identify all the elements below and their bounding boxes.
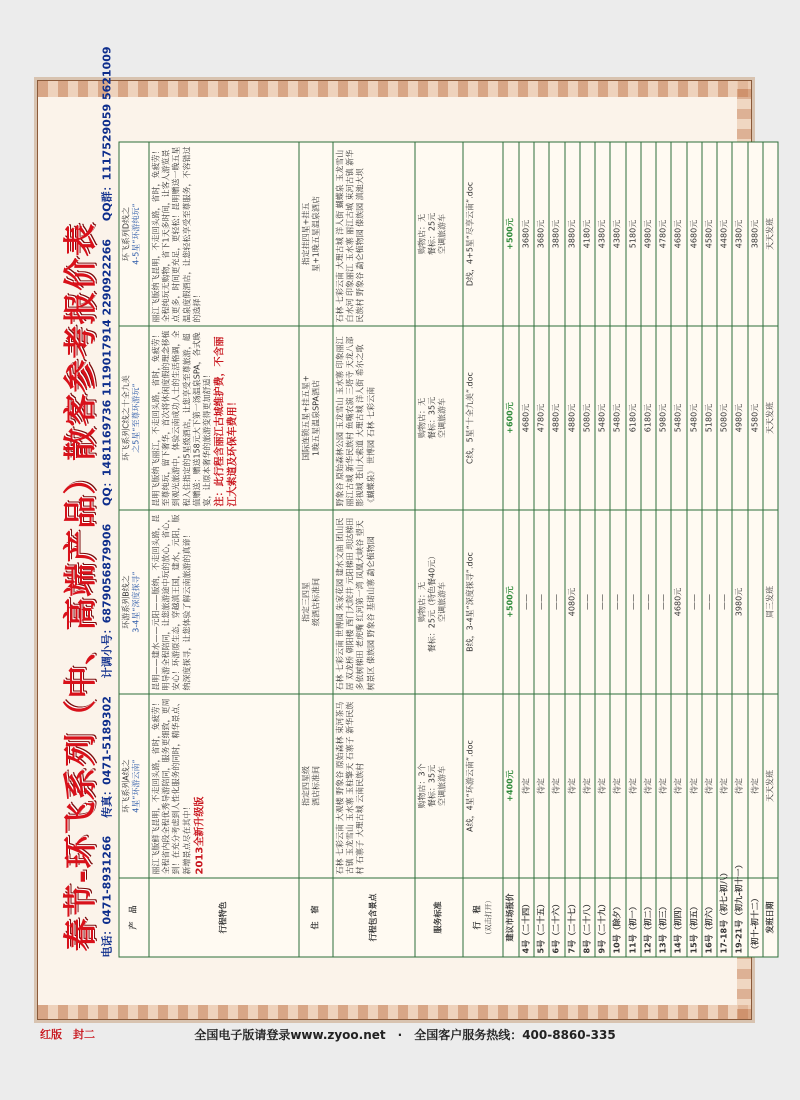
date-row [610, 142, 625, 957]
date-cell [610, 878, 625, 957]
service-line-2: 餐标：25元（特色餐40元） [427, 551, 437, 653]
price-value: 4980元 [643, 219, 653, 249]
route-stay [299, 510, 333, 694]
upgrade-note: 注：此行程含丽江古城维护费，不含丽江大索道及环保车费用！ [214, 336, 239, 507]
price-value: 待定 [612, 778, 622, 794]
route-stay [299, 326, 333, 510]
service-line-2: 餐标：35元 [427, 396, 437, 440]
price-cell [626, 326, 641, 510]
price-cell [641, 510, 656, 694]
route-service [415, 142, 463, 326]
price-value: 5480元 [689, 403, 699, 433]
date-label: 8号（二十八） [582, 899, 592, 954]
price-cell [519, 326, 534, 510]
service-line-3: 空调旅游车 [437, 766, 447, 806]
price-cell [580, 326, 595, 510]
date-row [565, 142, 580, 957]
route-depart [763, 142, 778, 326]
date-cell [671, 878, 686, 957]
price-value: 待定 [582, 778, 592, 794]
price-value: 5080元 [719, 403, 729, 433]
price-cell [519, 142, 534, 326]
price-cell [671, 694, 686, 878]
price-value: —— [628, 594, 638, 610]
service-line-1: 购物店：无 [417, 214, 427, 254]
date-row [580, 142, 595, 957]
itinerary-file-link[interactable] [463, 694, 503, 878]
price-cell [595, 142, 610, 326]
route-header [119, 142, 149, 326]
service-row [415, 142, 463, 957]
price-value: 4680元 [689, 219, 699, 249]
stay-line-2: 级酒店标准间 [311, 578, 321, 626]
itinerary-file-name: D线，4+5星“尽享云南”.doc [465, 181, 475, 287]
route-series: 环飞系列A线之 [121, 759, 131, 813]
date-label: 5号（二十五） [536, 899, 546, 954]
route-series: 环飞系列C线之十全九美 [121, 375, 131, 461]
price-cell [534, 510, 549, 694]
price-head-value: +500元 [505, 586, 515, 618]
price-value: 5980元 [658, 403, 668, 433]
service-line-1: 购物店：3个 [417, 763, 427, 809]
price-cell [626, 694, 641, 878]
price-cell [610, 694, 625, 878]
price-cell [519, 510, 534, 694]
price-cell [565, 142, 580, 326]
price-cell [656, 510, 671, 694]
price-cell [534, 142, 549, 326]
price-cell [641, 326, 656, 510]
price-cell [549, 694, 564, 878]
price-value: 4380元 [612, 219, 622, 249]
price-value: 3980元 [734, 587, 744, 617]
price-value: 待定 [567, 778, 577, 794]
price-value: 5180元 [628, 219, 638, 249]
price-value: 4580元 [704, 219, 714, 249]
date-label: 14号（初四） [673, 902, 683, 954]
date-label: 16号（初六） [704, 902, 714, 954]
price-cell [717, 326, 732, 510]
depart-value: 天天发班 [765, 402, 775, 434]
price-cell [610, 510, 625, 694]
price-value: 4580元 [750, 403, 760, 433]
price-value: 5080元 [582, 403, 592, 433]
itinerary-subtitle: （双击打开） [484, 896, 492, 939]
price-cell [702, 326, 717, 510]
price-value: 3880元 [551, 219, 561, 249]
price-cell [656, 142, 671, 326]
date-row [641, 142, 656, 957]
route-stars: 3-4星“深度探寻” [131, 571, 141, 633]
route-stay [299, 142, 333, 326]
route-service [415, 510, 463, 694]
date-cell [717, 868, 732, 957]
price-cell [671, 510, 686, 694]
date-row [519, 142, 534, 957]
service-line-1: 购物店：无 [417, 398, 427, 438]
price-value: —— [643, 594, 653, 610]
route-spots [333, 694, 415, 878]
route-features [149, 326, 299, 510]
spots-row [333, 142, 415, 957]
spots-text: 石林 七彩云南 大理古城 洋人街 蝴蝶泉 玉龙雪山 白水河 印象丽江 玉水寨 丽江古城 束河古镇 新华民族村 野象谷 勐仑植物园 傣族园 滇池大坝 [335, 149, 365, 323]
price-value: 3880元 [567, 219, 577, 249]
date-row [549, 142, 564, 957]
price-value: 5480元 [597, 403, 607, 433]
price-cell [580, 694, 595, 878]
header [51, 46, 117, 972]
date-row [534, 142, 549, 957]
spots-text: 石林 七彩云南 世博园 朱家花园 建水文庙 团山民居 双龙桥 朝阳楼 西门大院井 元阳梯田 坝达梯田 多依树梯田 老虎嘴 红河第一湾 凤凰大峡谷 望天树景区 傣族园 野象谷 基诺山寨 勐仑植物园 [335, 517, 376, 691]
service-line-3: 空调旅游车 [437, 398, 447, 438]
depart-label: 发班日期 [763, 878, 778, 957]
stay-line-2: 1晚五星温泉SPA酒店 [311, 380, 321, 456]
price-cell [732, 510, 747, 694]
date-cell [641, 878, 656, 957]
date-cell [549, 878, 564, 957]
price-value: 4680元 [673, 587, 683, 617]
price-cell [702, 510, 717, 694]
date-label: 11号（初一） [628, 902, 638, 954]
price-value: 4080元 [567, 587, 577, 617]
price-cell [595, 694, 610, 878]
price-value: 3680元 [536, 219, 546, 249]
date-row [595, 142, 610, 957]
price-sheet [37, 46, 775, 1020]
spots-text: 石林 七彩云南 大观楼 野象谷 原始森林 束河茶马古镇 玉龙雪山 玉水寨 玉柱擎天 石寨子 新华民族村 石寨子 大理古城 云南民族村 [335, 701, 365, 875]
price-cell [610, 326, 625, 510]
price-value: 待定 [536, 778, 546, 794]
price-value: —— [521, 594, 531, 610]
route-price-head [503, 326, 519, 510]
route-features [149, 510, 299, 694]
price-value: —— [536, 594, 546, 610]
price-value: 4380元 [734, 219, 744, 249]
date-sub-label: （初十-初十二） [750, 894, 760, 954]
fax: 传真：0471-5189302 [100, 696, 114, 818]
market-price-row [503, 142, 519, 957]
price-cell [565, 326, 580, 510]
route-features [149, 694, 299, 878]
itinerary-label [463, 878, 503, 957]
price-value: 5180元 [704, 403, 714, 433]
date-row [717, 142, 732, 957]
date-label: 7号（二十七） [567, 899, 577, 954]
footer: 全国电子版请登录www.zyoo.net · 全国客户服务热线：400-8860-335 [194, 1028, 616, 1042]
date-row [687, 142, 702, 957]
page-marker: 红版 封二 [40, 1028, 95, 1041]
price-value: 待定 [628, 778, 638, 794]
date-label: 6号（二十六） [551, 899, 561, 954]
itinerary-file-link[interactable] [463, 142, 503, 326]
price-cell [748, 142, 763, 326]
price-cell [748, 510, 763, 694]
price-value: 4980元 [734, 403, 744, 433]
date-sub-label: （初九-初十一） [734, 860, 744, 920]
price-cell [717, 142, 732, 326]
depart-value: 天天发班 [765, 218, 775, 250]
route-depart [763, 326, 778, 510]
price-cell [519, 694, 534, 878]
price-value: 待定 [673, 778, 683, 794]
date-label: 12号（初二） [643, 902, 653, 954]
route-depart [763, 694, 778, 878]
price-value: 待定 [551, 778, 561, 794]
price-cell [580, 142, 595, 326]
price-cell [717, 694, 732, 878]
date-cell [626, 878, 641, 957]
date-label: 19-21号 [734, 919, 744, 954]
telephone: 电话：0471-8931266 [100, 835, 114, 958]
price-value: 4180元 [582, 219, 592, 249]
market-price-label: 建议市场报价 [503, 878, 519, 957]
route-price-head [503, 694, 519, 878]
decorative-border-bottom [38, 1005, 751, 1019]
price-value: 待定 [689, 778, 699, 794]
date-cell [519, 878, 534, 957]
price-value: 待定 [734, 778, 744, 794]
depart-value: 天天发班 [765, 770, 775, 802]
route-service [415, 326, 463, 510]
spots-text: 野象谷 原始森林公园 玉龙雪山 玉水寨 印象丽江 丽江古城 新华民族村 鱼嘴农演 三塔寺 天龙八部影视城 苍山大索道 大理古城 洋人街 希尔之歌 《蝴蝶泉》 世博园 石林 七彩云南 [335, 336, 376, 507]
price-value: 待定 [643, 778, 653, 794]
price-value: 4480元 [719, 219, 729, 249]
service-label: 服务标准 [415, 878, 463, 957]
qq-numbers: QQ：1481169736 1119017914 2290922266 [100, 238, 114, 506]
spots-label: 行程包含景点 [333, 878, 415, 957]
price-cell [687, 326, 702, 510]
service-line-2: 餐标：25元 [427, 212, 437, 256]
route-series: 环游系列B线之 [121, 575, 131, 629]
price-value: —— [689, 594, 699, 610]
route-stay [299, 694, 333, 878]
price-cell [702, 142, 717, 326]
price-value: 4880元 [551, 403, 561, 433]
date-sub-label: （初七-初八） [719, 868, 729, 920]
price-cell [610, 142, 625, 326]
route-stars: 4-5星“环游纯玩” [131, 203, 141, 265]
date-label: 15号（初五） [689, 902, 699, 954]
date-cell [565, 878, 580, 957]
price-value: 5480元 [612, 403, 622, 433]
price-cell [534, 694, 549, 878]
price-cell [626, 510, 641, 694]
price-cell [732, 326, 747, 510]
date-row [671, 142, 686, 957]
price-value: 4380元 [597, 219, 607, 249]
price-cell [641, 694, 656, 878]
price-value: —— [704, 594, 714, 610]
route-spots [333, 142, 415, 326]
date-label: 10号（除夕） [612, 902, 622, 954]
service-line-1: 购物店：无 [417, 582, 427, 622]
stay-line-2: 星+1晚五星温泉酒店 [311, 196, 321, 272]
itinerary-row [463, 142, 503, 957]
itinerary-file-link[interactable] [463, 510, 503, 694]
features-label: 行程特色 [149, 878, 299, 957]
price-cell [626, 142, 641, 326]
date-row [732, 142, 747, 957]
route-header [119, 510, 149, 694]
price-cell [549, 326, 564, 510]
price-cell [565, 510, 580, 694]
itinerary-title: 行 程 [472, 905, 482, 930]
features-text: 昆明飞版纳飞丽江，不走回头路，省时，免疲劳！至尊纯玩，留下奢华，首次将休闲度假的理念移植到观光旅游中，体验云南成功人士的生活格调，全程入住指定的5星级酒店，让您享受至尊旅游，超值赠送：赠送158元大下第一汤温泉SPA，各式晚宴，让原本奢华的旅游变得更加舒适！ [151, 330, 212, 507]
date-cell [580, 878, 595, 957]
route-stars: 4星“环游云南” [131, 759, 141, 813]
price-value: 4780元 [658, 219, 668, 249]
price-value: 6180元 [643, 403, 653, 433]
date-row [656, 142, 671, 957]
price-cell [595, 510, 610, 694]
price-cell [534, 326, 549, 510]
price-cell [671, 142, 686, 326]
price-cell [656, 326, 671, 510]
decorative-border-top [38, 81, 751, 97]
stay-line-2: 酒店标准间 [311, 766, 321, 806]
itinerary-file-link[interactable] [463, 326, 503, 510]
route-price-head [503, 142, 519, 326]
price-value: 待定 [658, 778, 668, 794]
route-series: 环飞系列D线之 [121, 206, 131, 262]
route-depart [763, 510, 778, 694]
stay-line-1: 指定三四星 [301, 582, 311, 622]
price-head-value: +500元 [505, 218, 515, 250]
route-header [119, 694, 149, 878]
price-table-body [119, 142, 778, 957]
price-head-value: +400元 [505, 770, 515, 802]
depart-value: 周三发班 [765, 586, 775, 618]
price-table [119, 142, 779, 958]
price-value: 待定 [704, 778, 714, 794]
contact-bar [99, 32, 115, 957]
price-cell [549, 510, 564, 694]
price-value: 4680元 [673, 219, 683, 249]
date-label: 13号（初三） [658, 902, 668, 954]
price-value: —— [612, 594, 622, 610]
price-cell [580, 510, 595, 694]
price-cell [702, 694, 717, 878]
rotated-content [51, 46, 775, 972]
price-value: 3880元 [750, 219, 760, 249]
operator-phone: 计调小号：6879056879906 [100, 523, 114, 679]
date-cell [748, 878, 763, 957]
price-value: 4680元 [521, 403, 531, 433]
price-value: 待定 [521, 778, 531, 794]
date-cell [656, 878, 671, 957]
date-cell [702, 878, 717, 957]
stay-line-1: 国际连锁五星+挂五星+ [301, 375, 311, 461]
price-value: —— [597, 594, 607, 610]
price-cell [687, 694, 702, 878]
price-cell [717, 510, 732, 694]
stay-line-1: 指定四星级 [301, 766, 311, 806]
price-value: 5480元 [673, 403, 683, 433]
service-line-2: 餐标：35元 [427, 764, 437, 808]
product-label: 产 品 [119, 878, 149, 957]
upgrade-note: 2013全新升级版 [194, 796, 206, 875]
price-value: —— [719, 594, 729, 610]
price-cell [671, 326, 686, 510]
service-line-3: 空调旅游车 [437, 582, 447, 622]
price-cell [549, 142, 564, 326]
route-stars: 之5星“至尊环游玩” [131, 383, 141, 453]
date-row [702, 142, 717, 957]
date-label: 9号（二十九） [597, 899, 607, 954]
features-text: 丽江飞版鲜飞昆明，不走回头路，省时，免疲劳！全程省内段全程优秀导游陪同，服务更细致，更周到！在充分考虑到人性化服务的同时，精华景点、新增景点尽在其中！ [151, 698, 192, 875]
date-label: 17-18号 [719, 919, 729, 954]
price-value: 待定 [750, 778, 760, 794]
service-line-3: 空调旅游车 [437, 214, 447, 254]
date-row [626, 142, 641, 957]
route-price-head [503, 510, 519, 694]
price-cell [732, 142, 747, 326]
date-cell [687, 878, 702, 957]
features-text: 丽江飞版纳飞昆明，不走回头路，省时，免疲劳！全程纯玩无购物，省下1天多时间，让客人游览景点更多，时间更充足，更轻松！昆明赠送一晚五星温泉度假酒店，让您轻松享受至尊服务，不容错过的选择！ [151, 146, 202, 323]
features-text: 昆明——建水——元阳——版纳，不走回头路，昆明导游全程陪同，让您旅游途中玩的放心，省心，安心！环游原生态，穿越滇王国，建水，元阳，版纳深度探寻，让您体验了解云南旅游的真谛！ [151, 514, 192, 691]
itinerary-file-name: B线，3-4星“深度探寻”.doc [465, 552, 475, 652]
route-service [415, 694, 463, 878]
price-value: —— [658, 594, 668, 610]
date-cell [534, 878, 549, 957]
qq-group: QQ群：1117529059 5621009 [100, 46, 114, 222]
route-features [149, 142, 299, 326]
price-cell [748, 694, 763, 878]
route-header [119, 326, 149, 510]
depart-row [763, 142, 778, 957]
features-row [149, 142, 299, 957]
price-value: 3680元 [521, 219, 531, 249]
price-cell [595, 326, 610, 510]
stay-line-1: 指定挂四星+挂五 [301, 202, 311, 266]
price-value: 待定 [597, 778, 607, 794]
price-value: —— [582, 594, 592, 610]
price-head-value: +600元 [505, 402, 515, 434]
price-value: 4880元 [567, 403, 577, 433]
itinerary-file-name: A线，4星“环游云南”.doc [465, 740, 475, 832]
price-value: 待定 [719, 778, 729, 794]
stay-row [299, 142, 333, 957]
price-cell [687, 510, 702, 694]
date-row [748, 142, 763, 957]
stay-label: 住 宿 [299, 878, 333, 957]
price-value: 6180元 [628, 403, 638, 433]
itinerary-file-name: C线，5星“十全九美”.doc [465, 372, 475, 464]
price-cell [656, 694, 671, 878]
date-label: 4号（二十四） [521, 899, 531, 954]
route-spots [333, 510, 415, 694]
route-spots [333, 326, 415, 510]
price-cell [687, 142, 702, 326]
price-value: —— [551, 594, 561, 610]
product-row [119, 142, 149, 957]
date-cell [595, 878, 610, 957]
page-title: 春节-环飞系列（中、高端产品）散客参考报价表 [60, 222, 100, 952]
price-cell [565, 694, 580, 878]
price-cell [641, 142, 656, 326]
price-cell [732, 694, 747, 878]
price-cell [748, 326, 763, 510]
date-cell [732, 860, 747, 957]
price-value: 4780元 [536, 403, 546, 433]
